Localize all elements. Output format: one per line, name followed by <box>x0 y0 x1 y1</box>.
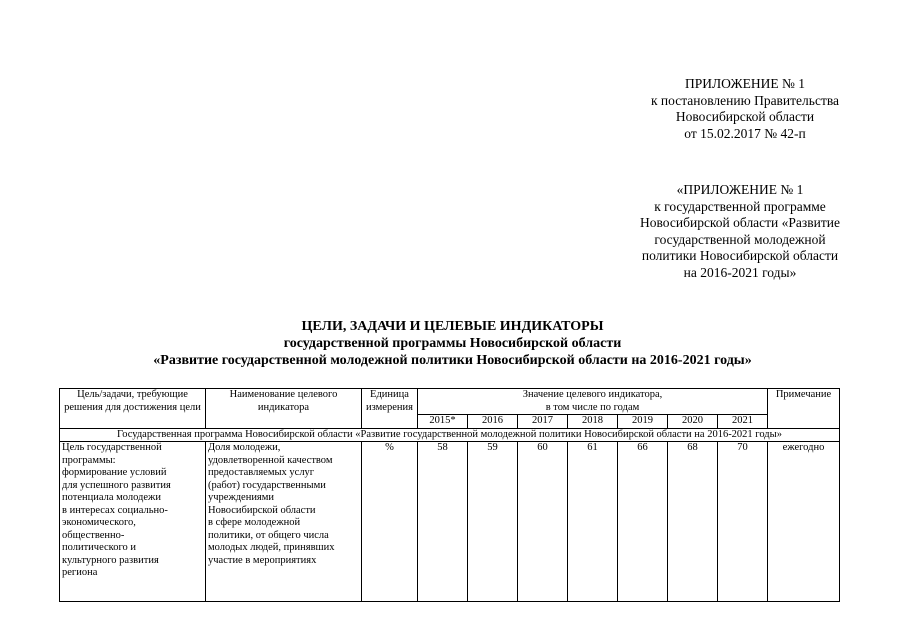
appendix-2-line: политики Новосибирской области <box>641 248 839 263</box>
appendix-2-line: государственной молодежной <box>654 231 826 247</box>
appendix-2-line: «ПРИЛОЖЕНИЕ № 1 <box>676 182 804 197</box>
value-cell: 61 <box>568 442 618 602</box>
heading-program-name: «Развитие государственной молодежной политики Новосибирской области на 2016-2021 годы» <box>153 353 752 368</box>
header-unit: Единица измерения <box>362 389 418 429</box>
heading-subtitle: государственной программы Новосибирской области <box>283 336 622 351</box>
appendix-2-line: на 2016-2021 годы» <box>683 264 797 280</box>
header-note: Примечание <box>768 389 840 429</box>
program-row <box>60 428 840 442</box>
value-cell: 60 <box>518 442 568 602</box>
appendix-1-line: к постановлению Правительства <box>650 92 840 108</box>
appendix-1-line: ПРИЛОЖЕНИЕ № 1 <box>684 76 806 91</box>
indicators-table <box>59 388 840 602</box>
appendix-1-line: Новосибирской области <box>675 109 815 124</box>
appendix-1-block <box>610 76 880 142</box>
appendix-2-line: Новосибирской области «Развитие <box>640 215 840 230</box>
table-row <box>60 442 840 602</box>
header-year: 2021 <box>718 415 768 429</box>
indicator-cell: Доля молодежи, удовлетворенной качеством предоставляемых услуг (работ) государственными учреждениями Новосибирской области в сфере молодежной политики, от общего числа молодых людей, принявших участие в мероприятиях <box>206 442 362 602</box>
program-row-title: Государственная программа Новосибирской области «Развитие государственной молодежной политики Новосибирской области на 2016-2021 годы» <box>60 428 840 442</box>
header-year: 2018 <box>568 415 618 429</box>
goal-cell: Цель государственной программы: формирование условий для успешного развития потенциала молодежи в интересах социально- экономического, общественно- политического и культурного развития региона <box>60 442 206 602</box>
value-cell: 68 <box>668 442 718 602</box>
header-year: 2015* <box>418 415 468 429</box>
appendix-2-block <box>600 182 880 281</box>
header-year: 2016 <box>468 415 518 429</box>
note-cell: ежегодно <box>768 442 840 602</box>
value-cell: 70 <box>718 442 768 602</box>
header-indicator: Наименование целевого индикатора <box>206 389 362 429</box>
appendix-1-line: от 15.02.2017 № 42-п <box>684 125 806 141</box>
header-value: Значение целевого индикатора, в том числе по годам <box>418 389 768 415</box>
heading-title: ЦЕЛИ, ЗАДАЧИ И ЦЕЛЕВЫЕ ИНДИКАТОРЫ <box>301 319 604 334</box>
header-year: 2019 <box>618 415 668 429</box>
header-year: 2020 <box>668 415 718 429</box>
document-heading <box>0 318 905 369</box>
header-goal: Цель/задачи, требующие решения для достижения цели <box>60 389 206 429</box>
value-cell: 59 <box>468 442 518 602</box>
table-header-row <box>60 389 840 415</box>
unit-cell: % <box>362 442 418 602</box>
value-cell: 58 <box>418 442 468 602</box>
header-year: 2017 <box>518 415 568 429</box>
appendix-2-line: к государственной программе <box>654 198 826 214</box>
value-cell: 66 <box>618 442 668 602</box>
